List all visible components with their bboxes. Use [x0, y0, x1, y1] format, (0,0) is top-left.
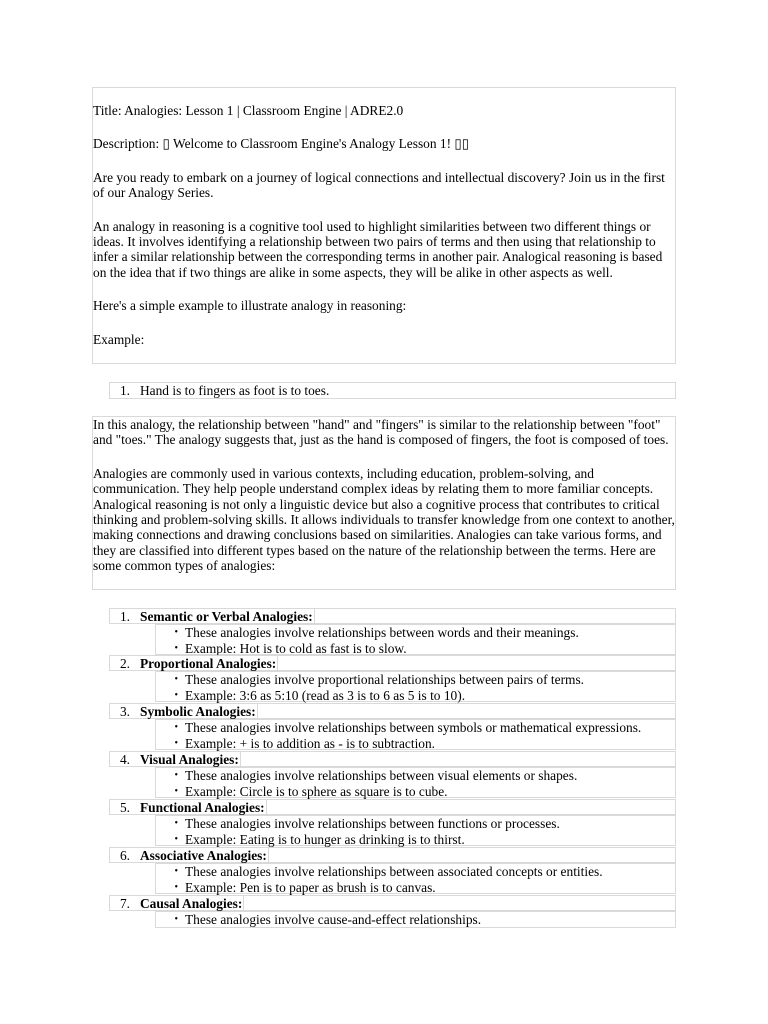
list-item [156, 912, 675, 928]
analogy-type-details [155, 624, 676, 655]
analogy-type-description: These analogies involve relationships between associated concepts or entities. [185, 864, 603, 879]
analogy-type-name: Symbolic Analogies: [140, 704, 256, 719]
list-number: 2. [119, 656, 130, 671]
explanation-paragraph: In this analogy, the relationship between "hand" and "fingers" is similar to the relationship between "foot" and "toes." The analogy suggests that, just as the hand is composed of fingers, the foot is composed of toes. [93, 417, 669, 448]
list-number: 3. [119, 704, 130, 719]
bullet-icon: • [174, 689, 178, 701]
analogy-type-heading [109, 608, 676, 624]
bullet-icon: • [174, 785, 178, 797]
list-item [156, 641, 675, 657]
list-item [156, 864, 675, 880]
list-item [156, 672, 675, 688]
document-title: Title: Analogies: Lesson 1 | Classroom Engine | ADRE2.0 [93, 103, 404, 118]
bullet-icon: • [174, 674, 178, 685]
list-number: 5. [119, 800, 130, 815]
analogy-type-description: These analogies involve cause-and-effect relationships. [185, 912, 482, 927]
analogy-type-details [155, 815, 676, 846]
analogy-type-description: These analogies involve proportional relationships between pairs of terms. [185, 672, 585, 687]
analogy-type-details [155, 671, 676, 702]
analogy-type-heading [109, 895, 676, 911]
analogy-type-heading [109, 703, 676, 719]
document-description: Description: ▯ Welcome to Classroom Engine's Analogy Lesson 1! ▯▯ [93, 136, 470, 152]
analogy-type-name: Visual Analogies: [140, 752, 239, 767]
analogy-type-name: Proportional Analogies: [140, 656, 277, 671]
bullet-icon: • [174, 627, 178, 638]
list-number: 7. [119, 896, 130, 911]
bullet-icon: • [174, 833, 178, 845]
analogy-type-heading [109, 751, 676, 767]
analogy-type-name: Causal Analogies: [140, 896, 243, 911]
analogy-type-heading [109, 655, 676, 671]
analogy-type-details [155, 911, 676, 928]
analogy-type-description: These analogies involve relationships between words and their meanings. [185, 625, 579, 640]
analogy-type-details [155, 719, 676, 750]
analogy-type-example: Example: 3:6 as 5:10 (read as 3 is to 6 as 5 is to 10). [185, 687, 466, 703]
analogy-type-description: These analogies involve relationships between symbols or mathematical expressions. [185, 720, 642, 735]
bullet-icon: • [174, 866, 178, 877]
bullet-icon: • [174, 770, 178, 781]
analogy-type-heading [109, 799, 676, 815]
list-item [156, 625, 675, 641]
analogy-type-example: Example: Pen is to paper as brush is to canvas. [185, 879, 436, 895]
analogy-type-name: Semantic or Verbal Analogies: [140, 609, 313, 624]
analogy-type-name: Functional Analogies: [140, 800, 265, 815]
list-item [156, 832, 675, 848]
bullet-icon: • [174, 914, 178, 925]
analogy-type-name: Associative Analogies: [140, 848, 267, 863]
example-list [109, 382, 676, 399]
bullet-icon: • [174, 881, 178, 893]
analogy-type-heading [109, 847, 676, 863]
list-item [156, 784, 675, 800]
bullet-icon: • [174, 737, 178, 749]
analogy-type-example: Example: Circle is to sphere as square is to cube. [185, 783, 448, 799]
analogy-type-description: These analogies involve relationships between visual elements or shapes. [185, 768, 578, 783]
list-item [156, 768, 675, 784]
list-number: 1. [119, 609, 130, 624]
bullet-icon: • [174, 722, 178, 733]
analogy-type-details [155, 863, 676, 894]
list-number: 1. [119, 383, 130, 398]
analogy-type-example: Example: Hot is to cold as fast is to slow. [185, 640, 407, 656]
example-intro-paragraph: Here's a simple example to illustrate analogy in reasoning: [93, 298, 407, 314]
analogy-type-example: Example: Eating is to hunger as drinking is to thirst. [185, 831, 465, 847]
example-label: Example: [93, 331, 145, 347]
analogy-type-details [155, 767, 676, 798]
analogy-type-example: Example: + is to addition as - is to subtraction. [185, 735, 436, 751]
intro-paragraph: Are you ready to embark on a journey of logical connections and intellectual discovery? Join us in the first of our Analogy Series. [93, 169, 665, 201]
list-item [156, 720, 675, 736]
list-item [156, 688, 675, 704]
list-item [156, 880, 675, 896]
bullet-icon: • [174, 642, 178, 654]
list-number: 4. [119, 752, 130, 767]
bullet-icon: • [174, 818, 178, 829]
analogy-types-list [109, 608, 676, 929]
analogy-definition-paragraph: An analogy in reasoning is a cognitive tool used to highlight similarities between two different things or ideas. It involves identifying a relationship between two pairs of terms and then using that relationship to infer a similar relationship between the corresponding terms in another pair. Analogical reasoning is based on the idea that if two things are alike in some aspects, they will be alike in other aspects as well. [93, 218, 663, 280]
list-item [156, 816, 675, 832]
analogy-type-description: These analogies involve relationships between functions or processes. [185, 816, 560, 831]
example-item: Hand is to fingers as foot is to toes. [140, 383, 330, 398]
list-item [156, 736, 675, 752]
usage-paragraph: Analogies are commonly used in various contexts, including education, problem-solving, and communication. They help people understand complex ideas by relating them to more familiar concepts. Analogical reasoning is not only a linguistic device but also a cognitive process that contributes to critical thinking and problem-solving skills. It allows individuals to transfer knowledge from one context to another, making connections and drawing conclusions based on similarities. Analogies can take various forms, and they are classified into different types based on the nature of the relationship between the terms. Here are some common types of analogies: [93, 465, 675, 574]
explanation-section [92, 416, 676, 590]
intro-section [92, 87, 676, 364]
list-number: 6. [119, 848, 130, 863]
